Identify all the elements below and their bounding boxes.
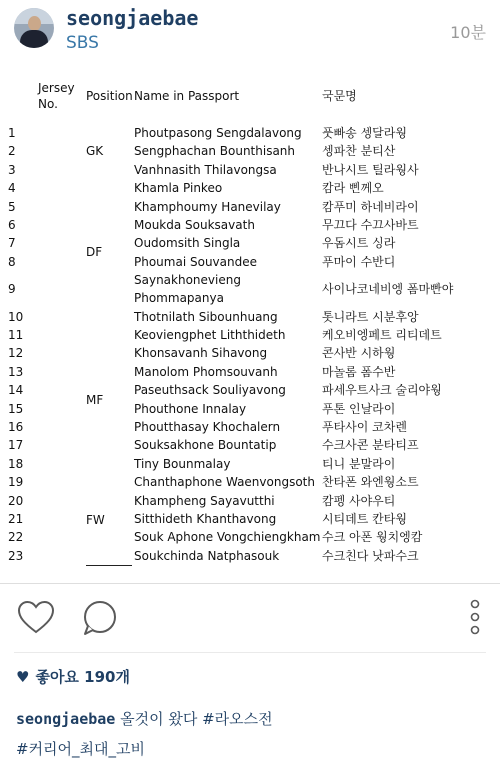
passport-name: Phoumai Souvandee [134,254,257,269]
passport-name: Khamphoumy Hanevilay [134,199,281,214]
passport-name: Soukchinda Natphasouk [134,548,280,563]
passport-name: Vanhnasith Thilavongsa [134,162,277,177]
header-position: Position [86,89,133,103]
jersey-number: 23 [8,548,24,563]
blank-position-line [86,565,132,566]
like-button[interactable] [16,598,56,638]
jersey-number: 9 [8,282,16,297]
jersey-number: 21 [8,512,24,526]
passport-name: Phouthone Innalay [134,401,247,416]
avatar-head [28,16,41,31]
korean-name: 캄푸미 하네비라이 [322,199,419,214]
korean-name: 케오비엥페트 리티데트 [322,328,442,342]
korean-name: 시티데트 칸타웡 [322,512,407,526]
korean-name: 셍파찬 분티산 [322,144,396,159]
jersey-number: 15 [8,401,24,416]
korean-name: 수크 아폰 웡치엥캄 [322,530,423,545]
korean-name: 사이나코네비엥 폼마빤야 [322,282,454,297]
position-df: DF [86,245,103,259]
korean-name: 풋빠송 셍달라웡 [322,126,407,140]
korean-name: 찬타폰 와엔웡소트 [322,475,419,490]
jersey-number: 1 [8,126,16,140]
jersey-number: 14 [8,383,24,398]
passport-name-line1: Saynakhonevieng [134,273,241,288]
jersey-number: 7 [8,236,16,251]
position-mf: MF [86,393,104,407]
avatar[interactable] [14,8,54,48]
vertical-dots-icon [460,598,490,638]
passport-name: Chanthaphone Waenvongsoth [134,475,315,490]
actions-divider [14,652,486,653]
jersey-number: 16 [8,420,24,434]
jersey-number: 20 [8,493,24,508]
korean-name: 콘사반 시하웡 [322,346,396,361]
speech-bubble-icon [80,598,120,638]
jersey-number: 10 [8,309,24,324]
jersey-number: 6 [8,218,16,232]
korean-name: 톳니라트 시분후앙 [322,309,419,324]
jersey-number: 18 [8,456,24,471]
korean-name: 우돔시트 싱라 [322,236,396,251]
korean-name: 수크친다 낫파수크 [322,548,419,563]
jersey-number: 3 [8,162,16,177]
korean-name: 푸톤 인날라이 [322,401,396,416]
korean-name: 푸타사이 코차렌 [322,420,407,434]
avatar-body [20,30,48,48]
passport-name: Khampheng Sayavutthi [134,493,275,508]
passport-name: Tiny Bounmalay [134,456,231,471]
more-options-button[interactable] [460,598,490,638]
likes-count[interactable] [16,666,130,687]
korean-name: 무끄다 수끄사바트 [322,218,419,232]
image-divider [0,583,500,584]
passport-name: Thotnilath Sibounhuang [134,309,278,324]
header-jersey-no: Jersey No. [38,81,75,111]
jersey-number: 5 [8,199,16,214]
position-gk: GK [86,144,104,158]
jersey-number: 12 [8,346,24,361]
post-header [0,0,500,64]
passport-name: Sitthideth Khanthavong [134,512,277,526]
passport-name: Moukda Souksavath [134,218,255,232]
passport-name: Phoutthasay Khochalern [134,420,281,434]
jersey-number: 11 [8,328,24,342]
passport-name: Phoutpasong Sengdalavong [134,126,302,140]
jersey-number: 4 [8,181,16,196]
korean-name: 수크사콘 분타티프 [322,438,419,453]
post-username[interactable]: seongjaebae [66,6,199,30]
passport-name: Paseuthsack Souliyavong [134,383,286,398]
korean-name: 티니 분말라이 [322,456,396,471]
post-image-roster-table [0,68,500,582]
korean-name: 파세우트사크 술리야웡 [322,383,442,398]
korean-name: 캄펭 사야우티 [322,493,396,508]
heart-filled-icon: ♥ [16,668,30,686]
korean-name: 캄라 삔께오 [322,181,384,196]
likes-text: 좋아요 190개 [35,668,130,686]
caption-text: 올것이 왔다 [115,710,203,728]
hashtag-career-crisis[interactable]: #커리어_최대_고비 [16,740,145,758]
jersey-number: 2 [8,144,16,159]
position-fw: FW [86,513,105,527]
comment-button[interactable] [80,598,120,638]
passport-name: Oudomsith Singla [134,236,241,251]
passport-name: Souk Aphone Vongchiengkham [134,530,321,545]
header-name-in-passport: Name in Passport [134,89,240,103]
passport-name: Keoviengphet Liththideth [134,328,286,342]
post-location[interactable]: SBS [66,33,99,53]
jersey-number: 22 [8,530,24,545]
jersey-number: 17 [8,438,24,453]
heart-outline-icon [16,598,56,638]
header-korean-name: 국문명 [322,89,357,103]
passport-name: Souksakhone Bountatip [134,438,277,453]
passport-name: Manolom Phomsouvanh [134,364,278,379]
passport-name: Sengphachan Bounthisanh [134,144,296,159]
passport-name: Khamla Pinkeo [134,181,223,196]
caption-username[interactable]: seongjaebae [16,710,116,728]
passport-name-line2: Phommapanya [134,291,224,306]
jersey-number: 19 [8,475,24,490]
post-caption [16,704,486,764]
korean-name: 마놀롬 폼수반 [322,364,396,379]
passport-name: Khonsavanh Sihavong [134,346,268,361]
jersey-number: 13 [8,364,24,379]
jersey-number: 8 [8,254,16,269]
post-timestamp: 10분 [450,23,486,42]
hashtag-laos-match[interactable]: #라오스전 [202,710,273,728]
korean-name: 푸마이 수반디 [322,254,396,269]
korean-name: 반나시트 틸라웡사 [322,162,419,177]
